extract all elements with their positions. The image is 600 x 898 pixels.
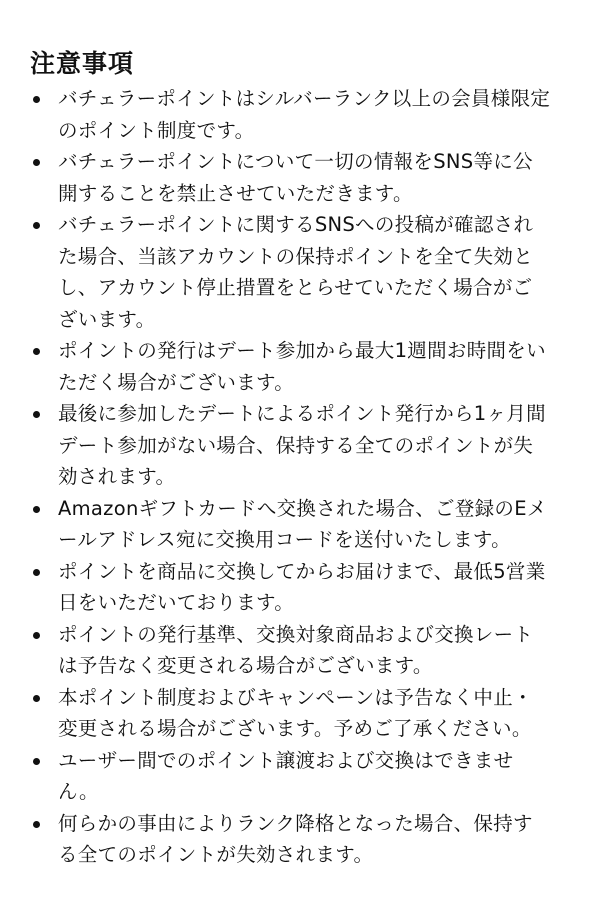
list-item xyxy=(30,209,570,335)
list-item-text: ポイントの発行はデート参加から最大1週間お時間をいただく場合がございます。 xyxy=(58,339,546,394)
list-item xyxy=(30,745,570,808)
list-item-text: ユーザー間でのポイント譲渡および交換はできません。 xyxy=(58,748,514,803)
bullet-icon xyxy=(33,159,40,166)
list-item-text: バチェラーポイントに関するSNSへの投稿が確認された場合、当該アカウントの保持ポイントを全て失効とし、アカウント停止措置をとらせていただく場合がございます。 xyxy=(58,213,534,331)
bullet-icon xyxy=(33,222,40,229)
bullet-icon xyxy=(33,96,40,103)
bullet-icon xyxy=(33,758,40,765)
list-item-text: 本ポイント制度およびキャンペーンは予告なく中止・変更される場合がございます。予めご了承ください。 xyxy=(58,685,533,740)
list-item-text: ポイントを商品に交換してからお届けまで、最低5営業日をいただいております。 xyxy=(58,559,546,614)
list-item xyxy=(30,335,570,398)
list-item-text: バチェラーポイントはシルバーランク以上の会員様限定のポイント制度です。 xyxy=(58,87,551,142)
list-item xyxy=(30,682,570,745)
notes-list xyxy=(30,83,570,871)
list-item-text: ポイントの発行基準、交換対象商品および交換レートは予告なく変更される場合がございます。 xyxy=(58,622,534,677)
list-item xyxy=(30,556,570,619)
list-item xyxy=(30,493,570,556)
list-item-text: 最後に参加したデートによるポイント発行から1ヶ月間デート参加がない場合、保持する全てのポイントが失効されます。 xyxy=(58,402,546,488)
list-item xyxy=(30,808,570,871)
bullet-icon xyxy=(33,695,40,702)
notes-title: 注意事項 xyxy=(30,49,135,78)
bullet-icon xyxy=(33,348,40,355)
bullet-icon xyxy=(33,506,40,513)
bullet-icon xyxy=(33,411,40,418)
bullet-icon xyxy=(33,569,40,576)
list-item-text: 何らかの事由によりランク降格となった場合、保持する全てのポイントが失効されます。 xyxy=(58,811,533,866)
bullet-icon xyxy=(33,821,40,828)
list-item xyxy=(30,398,570,493)
list-item xyxy=(30,146,570,209)
bullet-icon xyxy=(33,632,40,639)
list-item xyxy=(30,619,570,682)
list-item xyxy=(30,83,570,146)
list-item-text: バチェラーポイントについて一切の情報をSNS等に公開することを禁止させていただきます。 xyxy=(58,150,533,205)
list-item-text: Amazonギフトカードへ交換された場合、ご登録のEメールアドレス宛に交換用コードを送付いたします。 xyxy=(58,496,547,551)
